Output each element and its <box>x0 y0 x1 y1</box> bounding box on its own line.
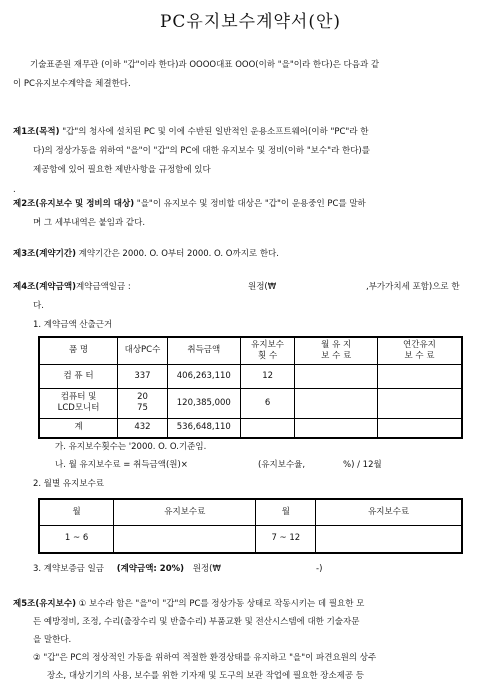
article-3-text-1: 계약기간은 2000. O. O부터 2000. O. O까지로 한다. <box>75 249 279 259</box>
article-1-heading: 제1조(목적) <box>13 127 60 137</box>
header-pc-count: 대상PC수 <box>118 337 168 364</box>
deposit-label: 3. 계약보증금 일금 <box>33 564 104 574</box>
stray-dot: . <box>13 185 16 195</box>
cell-total-monthly <box>295 418 378 438</box>
header-month-2: 월 <box>256 499 316 525</box>
cell-fee-first-half <box>114 525 256 553</box>
deposit-rate: (계약금액: 20%) <box>116 564 185 574</box>
table-row <box>39 364 462 388</box>
header-maintenance-count: 유지보수 횟 수 <box>240 337 295 364</box>
table-header-row <box>39 337 462 364</box>
table-total-row <box>39 418 462 438</box>
document-title: PC유지보수계약서(안) <box>159 12 342 32</box>
article-5-line-3: 을 말한다. <box>33 635 72 645</box>
article-1-text-1: "갑"의 청사에 설치된 PC 및 이에 수반된 일반적인 운용소프트웨어(이하 "PC"라 한 <box>59 127 369 137</box>
article-1-line-3: 제공함에 있어 필요한 제반사항을 규정함에 있다 <box>33 165 211 175</box>
intro-line-1: 기술표준원 재무관 (이하 "갑"이라 한다)과 OOOO대표 OOO(이하 "을"이라 한다)은 다음과 같 <box>30 60 380 70</box>
deposit-close: -) <box>316 564 323 574</box>
cell-count: 12 <box>240 364 295 388</box>
note-na-rate: (유지보수율, <box>258 460 306 470</box>
cell-count: 6 <box>240 388 295 418</box>
article-5-line-5: 장소, 대상기기의 사용, 보수를 위한 기자재 및 도구의 보관 작업에 필요한 장소제공 등 <box>47 671 365 681</box>
header-acquisition-amount: 취득금액 <box>167 337 240 364</box>
article-2-heading: 제2조(유지보수 및 정비의 대상) <box>13 199 135 209</box>
table-row <box>39 388 462 418</box>
article-5-clause-2: ② "갑"은 PC의 정상적인 가동을 위하여 적절한 환경상태를 유지하고 "을"이 파견요원의 상주 <box>33 653 377 663</box>
cell-annual <box>377 364 462 388</box>
cell-months-second-half: 7 ~ 12 <box>256 525 316 553</box>
article-1-line-1 <box>13 124 368 140</box>
cell-amount: 406,263,110 <box>167 364 240 388</box>
header-annual-fee: 연간유지 보 수 료 <box>377 337 462 364</box>
article-5-clause-1: ① 보수라 함은 "을"이 "갑"의 PC를 정상가동 상태로 작동시키는 데 필요한 모 <box>75 599 365 609</box>
article-2-line-2: 며 그 세부내역은 붙임과 같다. <box>33 218 146 228</box>
article-5-line-2: 든 예방정비, 조정, 수리(출장수리 및 반출수리) 부품교환 및 전산시스템에 대한 기술자문 <box>33 617 360 627</box>
header-fee-1: 유지보수료 <box>114 499 256 525</box>
note-na-formula: 나. 월 유지보수료 = 취득금액(원)× <box>55 460 188 470</box>
note-ga: 가. 유지보수횟수는 '2000. O. O.기준임. <box>55 442 207 452</box>
article-4-line-2: 다. <box>33 301 44 311</box>
article-1-line-2: 다)의 정상가동을 위하여 "을"이 "갑"의 PC에 대한 유지보수 및 정비(이하 "보수"라 한다)를 <box>33 146 370 156</box>
header-monthly-fee: 월 유 지 보 수 료 <box>295 337 378 364</box>
cell-annual <box>377 388 462 418</box>
article-5-heading: 제5조(유지보수) <box>13 599 76 609</box>
note-na-divisor: %) / 12월 <box>343 460 382 470</box>
table-row <box>39 525 462 553</box>
header-item-name: 품 명 <box>39 337 118 364</box>
cell-total-label: 계 <box>39 418 118 438</box>
contract-amount-won: 원정(₩ <box>248 282 277 292</box>
monthly-fee-table <box>38 498 463 554</box>
deposit-won: 원정(₩ <box>192 564 221 574</box>
cell-monthly <box>295 364 378 388</box>
contract-amount-label: 계약금액일금 : <box>75 282 131 292</box>
article-4-heading: 제4조(계약금액) <box>13 282 76 292</box>
cell-pc-count: 20 75 <box>118 388 168 418</box>
intro-line-2: 이 PC유지보수계약을 체결한다. <box>13 79 131 89</box>
cell-total-annual <box>377 418 462 438</box>
cell-total-pc-count: 432 <box>118 418 168 438</box>
table-header-row <box>39 499 462 525</box>
cell-monthly <box>295 388 378 418</box>
section-1-heading: 1. 계약금액 산출근거 <box>33 320 113 330</box>
cost-basis-table <box>38 336 463 439</box>
header-month-1: 월 <box>39 499 114 525</box>
article-2-text-1: "을"이 유지보수 및 정비할 대상은 "갑"이 운용중인 PC를 말하 <box>134 199 366 209</box>
cell-item: 컴 퓨 터 <box>39 364 118 388</box>
cell-amount: 120,385,000 <box>167 388 240 418</box>
article-3-line-1 <box>13 246 279 262</box>
contract-amount-vat: ,부가가치세 포함)으로 한 <box>366 282 460 292</box>
cell-item: 컴퓨터 및 LCD모니터 <box>39 388 118 418</box>
article-3-heading: 제3조(계약기간) <box>13 249 76 259</box>
cell-total-count <box>240 418 295 438</box>
section-3-line <box>33 561 221 577</box>
article-4-line-1 <box>13 279 131 295</box>
cell-fee-second-half <box>316 525 462 553</box>
section-2-heading: 2. 월별 유지보수료 <box>33 479 104 489</box>
header-fee-2: 유지보수료 <box>316 499 462 525</box>
article-5-line-1 <box>13 596 364 612</box>
cell-total-amount: 536,648,110 <box>167 418 240 438</box>
cell-months-first-half: 1 ~ 6 <box>39 525 114 553</box>
article-2-line-1 <box>13 196 366 212</box>
cell-pc-count: 337 <box>118 364 168 388</box>
